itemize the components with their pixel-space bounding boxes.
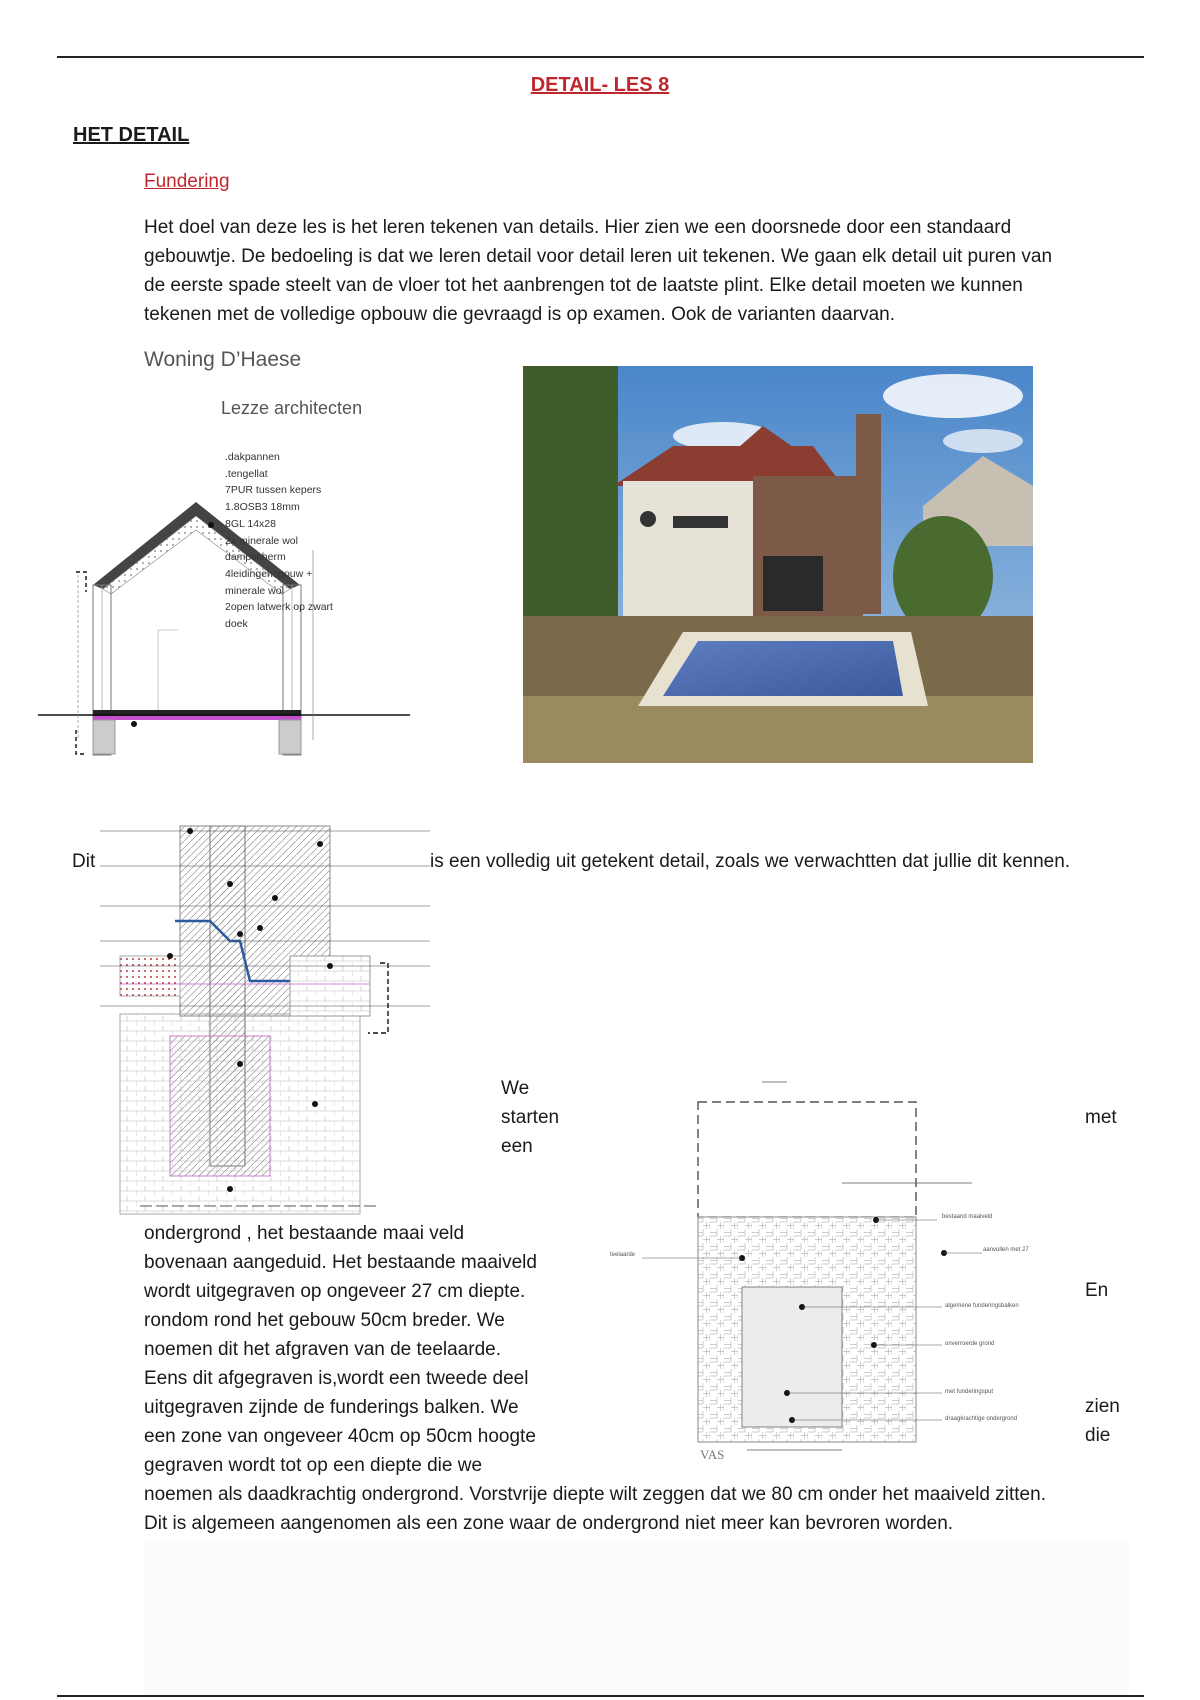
pool — [663, 641, 903, 696]
layer-label: 1.8OSB3 18mm — [225, 501, 300, 514]
excavation-label: aanvullen met 27 — [983, 1247, 1029, 1253]
house-photo — [523, 366, 1033, 763]
layer-label: minerale wol — [225, 584, 284, 597]
met-word: met — [1085, 1107, 1117, 1128]
foundation-footing — [170, 1036, 270, 1176]
top-rule — [57, 56, 1144, 58]
body-line: rondom rond het gebouw 50cm breder. We — [144, 1310, 505, 1331]
layer-label: doek — [225, 618, 248, 631]
section-subheading: Fundering — [144, 171, 230, 192]
en-word: En — [1085, 1280, 1109, 1301]
body-line: Eens dit afgegraven is,wordt een tweede deel — [144, 1368, 529, 1389]
we-starten-column — [501, 1074, 559, 1161]
body-line: ondergrond , het bestaande maai veld — [144, 1223, 465, 1244]
intro-line: tekenen met de volledige opbouw die gevraagd is op examen. Ook de varianten daarvan. — [144, 304, 895, 325]
body-line: uitgegraven zijnde de funderings balken. We — [144, 1397, 519, 1418]
detail-sentence: is een volledig uit getekent detail, zoals we verwachtten dat jullie dit kennen. — [430, 851, 1071, 872]
col-word: We — [501, 1078, 530, 1099]
house-title: Woning D’Haese — [144, 348, 302, 371]
excavation-label: teelaarde — [610, 1252, 636, 1258]
body-line: gegraven wordt tot op een diepte die we — [144, 1455, 483, 1476]
page-title: DETAIL- LES 8 — [530, 74, 670, 96]
blank-area — [144, 1540, 1129, 1695]
building-section-drawing — [38, 440, 410, 760]
floor-membrane — [93, 716, 301, 720]
excavation-label: onverroerde grond — [945, 1341, 995, 1347]
col-word: een — [501, 1136, 533, 1157]
body-line: wordt uitgegraven op ongeveer 27 cm diepte. — [144, 1281, 526, 1302]
layer-label: .tengellat — [225, 467, 268, 480]
foundation-detail-drawing — [100, 806, 430, 1218]
col-word: starten — [501, 1107, 560, 1128]
excavation-label: draagkrachtige ondergrond — [945, 1416, 1018, 1422]
left-foundation — [93, 720, 115, 754]
excavation-label: VAS — [700, 1447, 725, 1462]
white-facade — [623, 481, 763, 621]
intro-line: de eerste spade steelt van de vloer tot het aanbrengen tot de laatste plint. Elke detail moeten we kunnen — [144, 275, 1023, 296]
layer-label: 2x minerale wol — [225, 534, 298, 547]
body-line: bovenaan aangeduid. Het bestaande maaiveld — [144, 1252, 537, 1273]
layer-label: 7PUR tussen kepers — [225, 484, 322, 497]
section-heading: HET DETAIL — [73, 124, 190, 146]
excavation-paragraph — [144, 1219, 1046, 1538]
architect-name: Lezze architecten — [221, 398, 363, 418]
body-line: noemen dit het afgraven van de teelaarde. — [144, 1339, 502, 1360]
layer-labels — [225, 449, 333, 633]
layer-label: .dakpannen — [225, 451, 280, 463]
bottom-rule — [57, 1695, 1144, 1697]
layer-label: 2open latwerk op zwart — [225, 601, 333, 614]
right-foundation — [279, 720, 301, 754]
ivy-hedge — [523, 366, 618, 656]
body-line: Dit is algemeen aangenomen als een zone waar de ondergrond niet meer kan bevroren worden. — [144, 1513, 954, 1534]
intro-paragraph — [144, 213, 1134, 329]
excavation-label: algemene funderingsbalken — [945, 1303, 1019, 1309]
intro-line: gebouwtje. De bedoeling is dat we leren detail voor detail leren uit tekenen. We gaan elk detail uit puren van — [144, 246, 1053, 267]
die-word: die — [1085, 1425, 1111, 1446]
intro-line: Het doel van deze les is het leren tekenen van details. Hier zien we een doorsnede door een standaard — [144, 217, 1012, 238]
chimney — [856, 414, 881, 614]
body-line: noemen als daadkrachtig ondergrond. Vorstvrije diepte wilt zeggen dat we 80 cm onder het maaiveld zitten. — [144, 1484, 1046, 1505]
layer-label: 4leidingenspouw + — [225, 567, 313, 580]
layer-label: dampscherm — [225, 551, 286, 564]
excavation-label: met funderingsput — [945, 1389, 994, 1395]
building-outline — [698, 1102, 916, 1217]
dit-word: Dit — [72, 851, 96, 872]
layer-label: 8GL 14x28 — [225, 517, 276, 530]
zien-word: zien — [1085, 1396, 1120, 1417]
body-line: een zone van ongeveer 40cm op 50cm hoogte — [144, 1426, 536, 1447]
excavation-label: bestaand maaiveld — [942, 1214, 993, 1220]
